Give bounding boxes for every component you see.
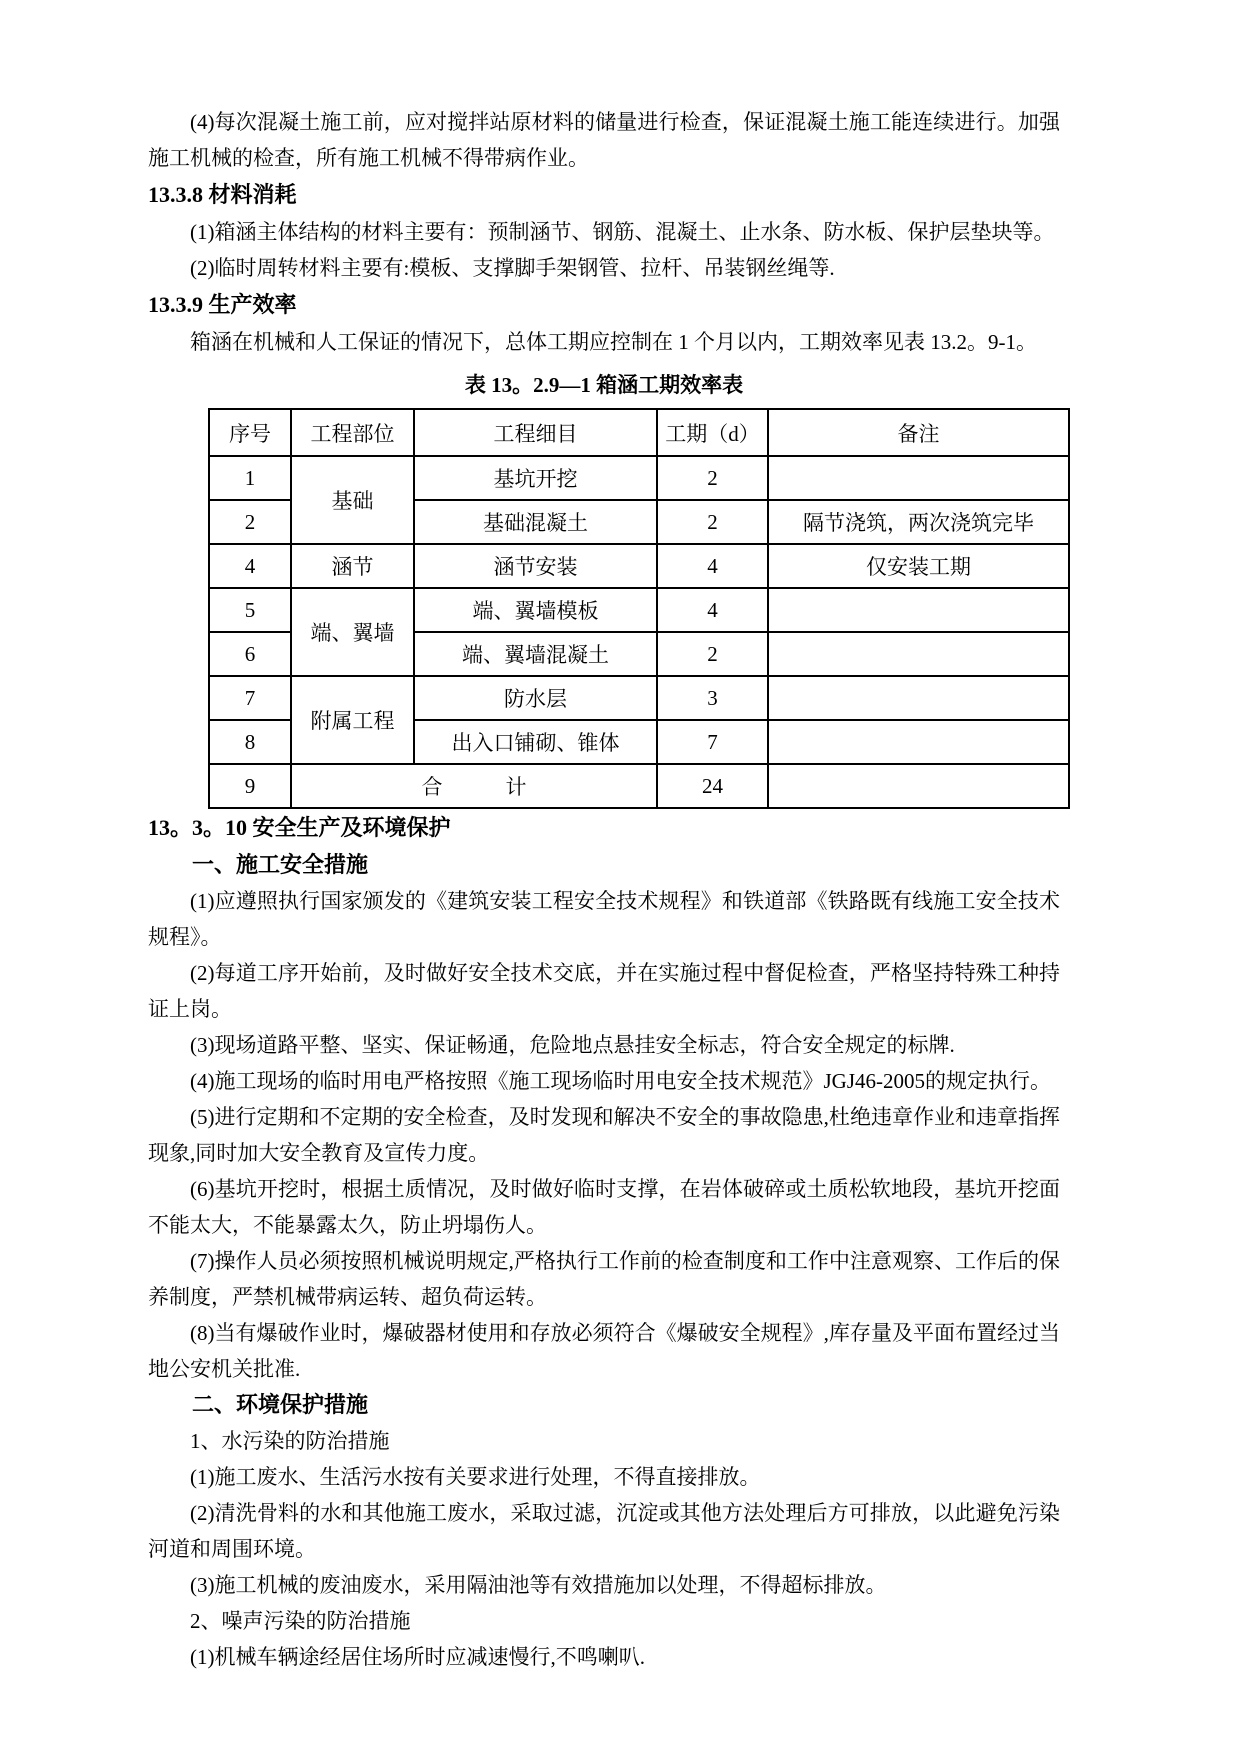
- cell-part: 涵节: [291, 544, 414, 588]
- safety-item-6: (6)基坑开挖时，根据土质情况，及时做好临时支撑，在岩体破碎或土质松软地段，基坑开挖面不能太大，不能暴露太久，防止坍塌伤人。: [148, 1177, 1060, 1237]
- cell-seq: 5: [209, 588, 291, 632]
- section-heading-13-3-9: 13.3.9 生产效率: [148, 292, 297, 317]
- cell-part: 附属工程: [291, 676, 414, 764]
- cell-seq: 6: [209, 632, 291, 676]
- cell-part: 基础: [291, 456, 414, 544]
- cell-item: 涵节安装: [414, 544, 657, 588]
- subsection-heading-safety: 一、施工安全措施: [192, 852, 369, 877]
- noise-item-1: (1)机械车辆途经居住场所时应减速慢行,不鸣喇叭.: [190, 1645, 645, 1669]
- water-pollution-heading: 1、水污染的防治措施: [190, 1429, 390, 1453]
- cell-days: 2: [657, 500, 768, 544]
- table-title: 表 13。2.9—1 箱涵工期效率表: [464, 373, 744, 397]
- paragraph-concrete-check: (4)每次混凝土施工前，应对搅拌站原材料的储量进行检查，保证混凝土施工能连续进行。加强施工机械的检查，所有施工机械不得带病作业。: [148, 110, 1060, 170]
- cell-days: 2: [657, 632, 768, 676]
- safety-item-2: (2)每道工序开始前，及时做好安全技术交底，并在实施过程中督促检查，严格坚持特殊工种持证上岗。: [148, 961, 1060, 1021]
- table-row: [209, 676, 1069, 720]
- cell-item: 防水层: [414, 676, 657, 720]
- header-part: 工程部位: [291, 409, 414, 456]
- cell-note: 仅安装工期: [768, 544, 1069, 588]
- table-row: [209, 544, 1069, 588]
- table-row: [209, 588, 1069, 632]
- duration-efficiency-table: [208, 408, 1070, 809]
- table-header-row: [209, 409, 1069, 456]
- cell-days: 7: [657, 720, 768, 764]
- cell-days: 24: [657, 764, 768, 808]
- cell-days: 4: [657, 588, 768, 632]
- header-item: 工程细目: [414, 409, 657, 456]
- noise-pollution-heading: 2、噪声污染的防治措施: [190, 1609, 411, 1633]
- water-item-1: (1)施工废水、生活污水按有关要求进行处理，不得直接排放。: [190, 1465, 761, 1489]
- paragraph-main-materials: (1)箱涵主体结构的材料主要有：预制涵节、钢筋、混凝土、止水条、防水板、保护层垫块等。: [190, 220, 1055, 244]
- cell-item: 基础混凝土: [414, 500, 657, 544]
- safety-item-1: (1)应遵照执行国家颁发的《建筑安装工程安全技术规程》和铁道部《铁路既有线施工安全技术规程》。: [148, 889, 1060, 949]
- cell-days: 2: [657, 456, 768, 500]
- safety-item-7: (7)操作人员必须按照机械说明规定,严格执行工作前的检查制度和工作中注意观察、工作后的保养制度，严禁机械带病运转、超负荷运转。: [148, 1249, 1060, 1309]
- text-flow: [148, 104, 1060, 1675]
- cell-note: [768, 764, 1069, 808]
- cell-days: 3: [657, 676, 768, 720]
- section-heading-13-3-8: 13.3.8 材料消耗: [148, 182, 297, 207]
- safety-item-8: (8)当有爆破作业时，爆破器材使用和存放必须符合《爆破安全规程》,库存量及平面布置经过当地公安机关批准.: [148, 1321, 1060, 1381]
- cell-item: 端、翼墙模板: [414, 588, 657, 632]
- table-total-row: [209, 764, 1069, 808]
- subsection-heading-environment: 二、环境保护措施: [192, 1392, 369, 1417]
- cell-seq: 9: [209, 764, 291, 808]
- cell-part: 端、翼墙: [291, 588, 414, 676]
- cell-seq: 1: [209, 456, 291, 500]
- water-item-2: (2)清洗骨料的水和其他施工废水，采取过滤，沉淀或其他方法处理后方可排放，以此避免污染河道和周围环境。: [148, 1501, 1060, 1561]
- header-seq: 序号: [209, 409, 291, 456]
- water-item-3: (3)施工机械的废油废水，采用隔油池等有效措施加以处理，不得超标排放。: [190, 1573, 887, 1597]
- cell-seq: 7: [209, 676, 291, 720]
- header-days: 工期（d）: [657, 409, 768, 456]
- paragraph-schedule-intro: 箱涵在机械和人工保证的情况下，总体工期应控制在 1 个月以内，工期效率见表 13.2。9-1。: [190, 330, 1037, 354]
- table-row: [209, 456, 1069, 500]
- cell-total-label: 合 计: [291, 764, 657, 808]
- cell-days: 4: [657, 544, 768, 588]
- cell-note: [768, 676, 1069, 720]
- cell-note: [768, 720, 1069, 764]
- cell-note: [768, 632, 1069, 676]
- paragraph-temp-materials: (2)临时周转材料主要有:模板、支撑脚手架钢管、拉杆、吊装钢丝绳等.: [190, 256, 835, 280]
- header-note: 备注: [768, 409, 1069, 456]
- cell-item: 端、翼墙混凝土: [414, 632, 657, 676]
- cell-item: 出入口铺砌、锥体: [414, 720, 657, 764]
- cell-note: [768, 456, 1069, 500]
- cell-note: 隔节浇筑，两次浇筑完毕: [768, 500, 1069, 544]
- cell-item: 基坑开挖: [414, 456, 657, 500]
- section-heading-13-3-10: 13。3。10 安全生产及环境保护: [148, 815, 451, 840]
- cell-note: [768, 588, 1069, 632]
- safety-item-3: (3)现场道路平整、坚实、保证畅通，危险地点悬挂安全标志，符合安全规定的标牌.: [190, 1033, 955, 1057]
- cell-seq: 4: [209, 544, 291, 588]
- safety-item-4: (4)施工现场的临时用电严格按照《施工现场临时用电安全技术规范》JGJ46-2005的规定执行。: [190, 1069, 1051, 1093]
- cell-seq: 2: [209, 500, 291, 544]
- safety-item-5: (5)进行定期和不定期的安全检查，及时发现和解决不安全的事故隐患,杜绝违章作业和违章指挥现象,同时加大安全教育及宣传力度。: [148, 1105, 1060, 1165]
- cell-seq: 8: [209, 720, 291, 764]
